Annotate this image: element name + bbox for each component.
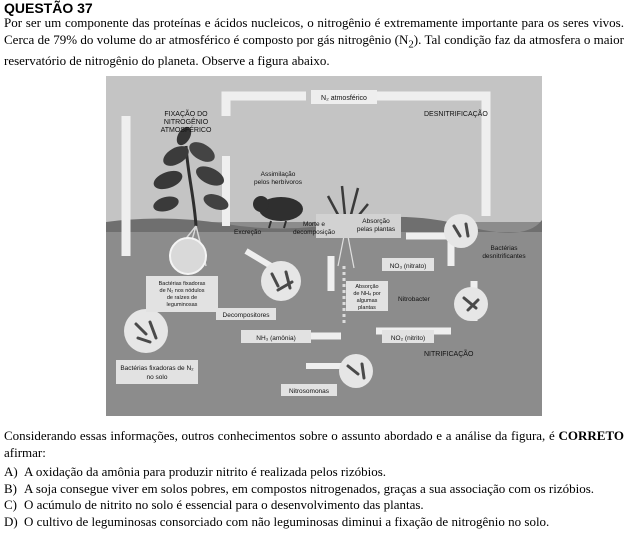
nodule-label-1: Bactérias fixadoras [158,281,206,287]
option-c[interactable]: C) O acúmulo de nitrito no solo é essencial para o desenvolvimento das plantas. [4,497,424,512]
option-a[interactable]: A) A oxidação da amônia para produzir nitrito é realizada pelos rizóbios. [4,464,387,479]
no2-label: NO₂ (nitrito) [390,335,426,342]
answer-options [4,464,624,530]
nh4-label-3: algumas [356,298,378,304]
nitrogen-cycle-diagram [106,76,542,416]
excretion-label: Excreção [234,229,262,236]
nodule-label-4: leguminosas [166,302,198,308]
absorption-label-2: pelas plantas [356,226,396,233]
n2-atm-label: N₂ atmosférico [321,95,367,102]
decomposers-label: Decompositores [222,312,270,319]
death-label-1: Morte e [302,221,326,228]
question-prompt: Considerando essas informações, outros conhecimentos sobre o assunto abordado e a análise da figura, é CORRETO afirmar: [4,428,624,460]
nh4-label-4: plantas [358,305,376,311]
root-nodule-bubble [170,238,206,274]
question-title: QUESTÃO 37 [4,0,93,16]
nitrobacter-label: Nitrobacter [398,296,430,303]
fixation-label-1: FIXAÇÃO DO [164,111,208,118]
option-b[interactable]: B) A soja consegue viver em solos pobres, em compostos nitrogenados, graças a sua associação com os rizóbios. [4,480,595,496]
nitrogen-cycle-figure [106,76,542,416]
soil-bacteria-label-2: no solo [146,374,168,381]
nitrosomonas-label: Nitrosomonas [288,388,330,395]
no3-label: NO₃ (nitrato) [389,263,427,270]
denitrifying-bacteria-bubble [444,214,478,248]
nitrification-label: NITRIFICAÇÃO [424,351,474,358]
fixation-label-2: NITROGÊNIO [163,119,209,126]
soil-bacteria-label-1: Bactérias fixadoras de N₂ [120,365,194,372]
nh4-label-1: Absorção [355,284,379,290]
nodule-label-3: de raízes de [166,295,198,301]
assimilation-label-2: pelos herbívoros [253,179,303,186]
death-label-2: decomposição [293,229,335,236]
denitrifying-label-2: desnitrificantes [482,253,526,260]
nodule-label-2: de N₂ nos nódulos [159,288,205,294]
denitrifying-label-1: Bactérias [490,245,518,252]
option-d[interactable]: D) O cultivo de leguminosas consorciado com não leguminosas diminui a fixação de nitrogênio no solo. [4,513,550,529]
absorption-label-1: Absorção [362,218,390,225]
denitrification-label: DESNITRIFICAÇÃO [424,111,488,118]
assimilation-label-1: Assimilação [260,171,296,178]
question-intro: Por ser um componente das proteínas e ácidos nucleicos, o nitrogênio é extremamente importante para os seres vivos. Cerca de 79% do volume do ar atmosférico é composto por gás nitrogênio $(N_2)$. Tal condição faz da atmosfera o maior reservatório de nitrogênio do planeta. Observe a figura abaixo. [4,15,624,68]
nh3-label: NH₃ (amônia) [256,335,296,342]
nh4-label-2: de NH₄ por [353,291,381,297]
fixation-label-3: ATMOSFÉRICO [160,127,212,134]
decomposer-bubble [261,261,301,301]
soil-bacteria-bubble [124,309,168,353]
